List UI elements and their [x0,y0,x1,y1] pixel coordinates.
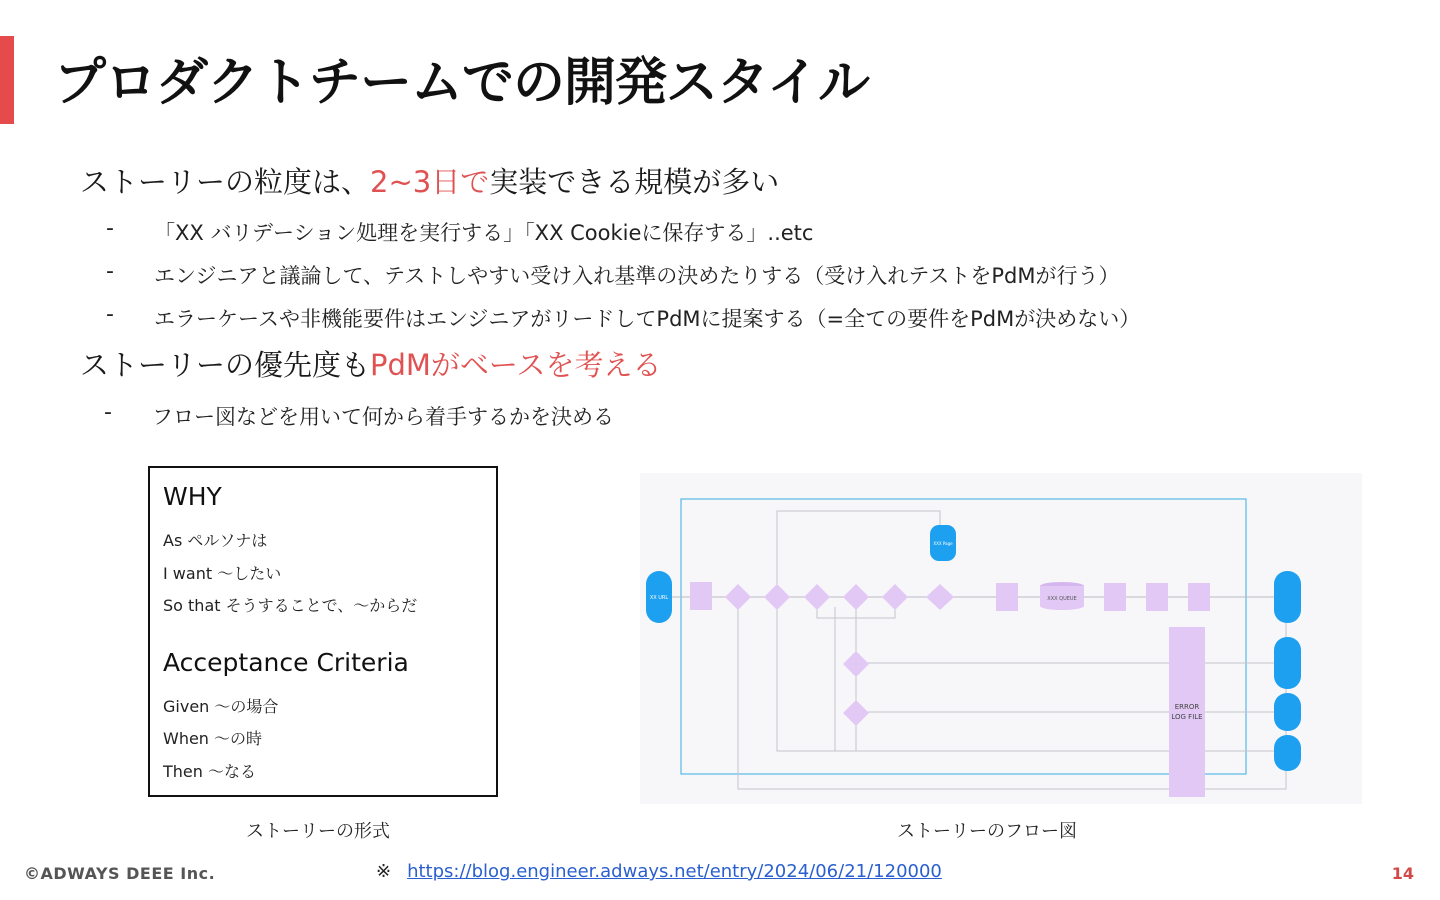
flow-process [690,582,712,610]
flow-end-terminal [1274,735,1301,771]
bullet-text: ストーリーの粒度は、 [80,165,371,199]
ac-line: Then 〜なる [163,762,256,781]
flow-error-label: LOG FILE [1171,713,1203,721]
flow-decision [926,584,954,610]
sub-bullet: エラーケースや非機能要件はエンジニアがリードしてPdMに提案する（=全ての要件をPdMが決めない） [154,307,1141,331]
flow-end-terminal [1274,637,1301,689]
title-accent-bar [0,36,14,124]
bullet-highlight: PdMがベースを考える [370,348,662,382]
flow-decision [843,700,869,726]
flow-end-terminal [1274,571,1301,623]
dash-marker: - [104,400,112,425]
bullet-story-priority [80,343,661,384]
flow-decision [725,584,751,610]
flow-end-terminal [1274,693,1301,731]
why-line: As ペルソナは [163,531,268,550]
flow-start-label: XX URL [649,595,669,601]
flow-process [996,583,1018,611]
note-mark: ※ [376,861,392,882]
ac-line: When 〜の時 [163,729,263,748]
story-format-caption: ストーリーの形式 [246,821,390,842]
flow-process [1146,583,1168,611]
flow-diagram-svg [640,473,1362,804]
reference-note [376,861,942,882]
flow-queue-label: XXX QUEUE [1047,596,1077,602]
dash-marker: - [106,259,114,284]
flow-decision [882,584,908,610]
story-flow-diagram [640,473,1362,804]
story-format-box [148,466,498,797]
bullet-text: ストーリーの優先度も [80,348,371,382]
flow-decision [804,584,830,610]
sub-bullet: 「XX バリデーション処理を実行する」「XX Cookieに保存する」..etc [154,221,814,245]
page-number: 14 [1391,864,1414,883]
why-line: So that そうすることで、〜からだ [163,596,418,615]
why-line: I want 〜したい [163,564,282,583]
ac-line: Given 〜の場合 [163,697,279,716]
flow-connector [777,511,940,597]
flow-error-log [1169,627,1205,797]
flow-frame [681,499,1246,774]
flow-page-label: XXX Page [933,541,953,546]
copyright: ©ADWAYS DEEE Inc. [24,864,216,883]
why-heading: WHY [163,482,222,511]
flow-decision [843,651,869,677]
flow-decision [764,584,790,610]
reference-link[interactable]: https://blog.engineer.adways.net/entry/2024/06/21/120000 [407,861,942,882]
bullet-text-suffix: 実装できる規模が多い [489,165,780,199]
slide-title: プロダクトチームでの開発スタイル [54,53,869,113]
flow-decision [843,584,869,610]
acceptance-criteria-heading: Acceptance Criteria [163,648,409,677]
bullet-highlight: 2~3日で [370,165,490,199]
flow-process [1188,583,1210,611]
bullet-story-granularity [80,160,779,201]
sub-bullet: エンジニアと議論して、テストしやすい受け入れ基準の決めたりする（受け入れテストをPdMが行う） [154,264,1120,288]
flow-error-label: ERROR [1174,703,1200,711]
flow-process [1104,583,1126,611]
dash-marker: - [106,302,114,327]
flow-diagram-caption: ストーリーのフロー図 [897,821,1077,842]
flow-queue-bottom [1040,602,1084,610]
dash-marker: - [106,216,114,241]
sub-bullet: フロー図などを用いて何から着手するかを決める [152,405,614,429]
